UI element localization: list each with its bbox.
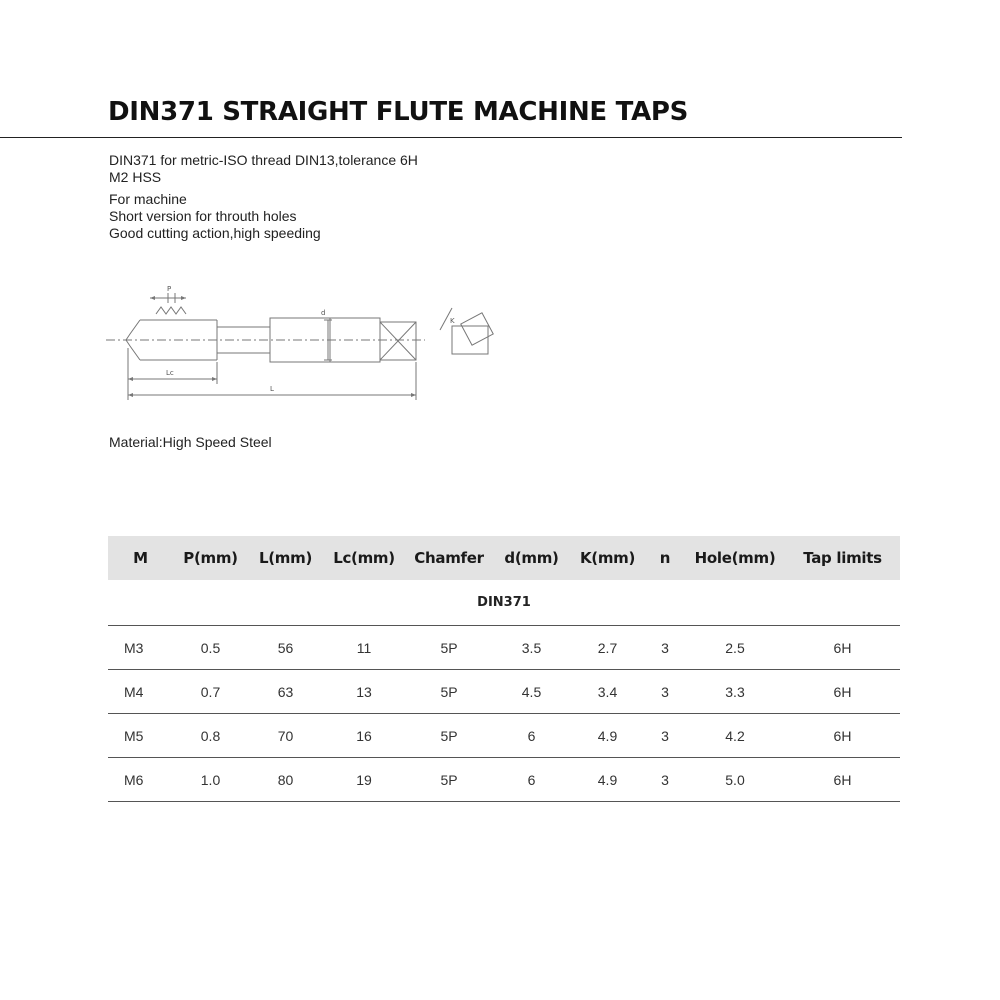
table-cell: 4.9 (570, 714, 645, 758)
table-cell: 3.5 (493, 626, 570, 670)
group-row (108, 580, 900, 626)
page-title: DIN371 STRAIGHT FLUTE MACHINE TAPS (108, 97, 689, 127)
description-line: M2 HSS (109, 169, 162, 185)
table-cell: 6H (785, 714, 900, 758)
table-cell: 6 (493, 758, 570, 802)
table-cell: 1.0 (173, 758, 248, 802)
description-line: Short version for throuth holes (109, 208, 297, 224)
table-cell: 6H (785, 758, 900, 802)
column-header: Hole(mm) (685, 536, 785, 580)
table-cell: 2.7 (570, 626, 645, 670)
spec-table (108, 536, 900, 802)
table-row (108, 626, 900, 670)
table-cell: 4.2 (685, 714, 785, 758)
table-cell: 19 (323, 758, 405, 802)
column-header: d(mm) (493, 536, 570, 580)
diameter-label: d (321, 309, 326, 317)
square-size-label: K (450, 317, 455, 325)
table-cell: 16 (323, 714, 405, 758)
column-header: L(mm) (248, 536, 323, 580)
table-cell: 5P (405, 714, 493, 758)
pitch-label: P (167, 285, 172, 293)
column-header: M (108, 536, 173, 580)
table-cell: 4.9 (570, 758, 645, 802)
table-cell: 80 (248, 758, 323, 802)
table-cell: 5P (405, 758, 493, 802)
table-cell: 6H (785, 670, 900, 714)
table-cell: 5P (405, 626, 493, 670)
table-cell: 5P (405, 670, 493, 714)
column-header: Lc(mm) (323, 536, 405, 580)
column-header: n (645, 536, 685, 580)
table-cell: 2.5 (685, 626, 785, 670)
table-cell: 0.5 (173, 626, 248, 670)
column-header: Chamfer (405, 536, 493, 580)
description-line: DIN371 for metric-ISO thread DIN13,tolerance 6H (109, 152, 418, 168)
table-cell: 11 (323, 626, 405, 670)
group-label: DIN371 (108, 580, 900, 626)
thread-length-label: Lc (166, 369, 174, 377)
table-cell: 3 (645, 626, 685, 670)
column-header: Tap limits (785, 536, 900, 580)
table-cell: M4 (108, 670, 173, 714)
title-divider (0, 137, 902, 138)
table-cell: 3.4 (570, 670, 645, 714)
table-cell: 3 (645, 714, 685, 758)
description-line: Good cutting action,high speeding (109, 225, 321, 241)
table-cell: M3 (108, 626, 173, 670)
table-cell: 4.5 (493, 670, 570, 714)
table-row (108, 758, 900, 802)
table-cell: 3.3 (685, 670, 785, 714)
table-cell: 5.0 (685, 758, 785, 802)
table-cell: 6 (493, 714, 570, 758)
tap-technical-drawing (100, 280, 520, 415)
description-line: For machine (109, 191, 187, 207)
table-cell: 6H (785, 626, 900, 670)
table-cell: 0.7 (173, 670, 248, 714)
table-cell: 63 (248, 670, 323, 714)
table-cell: M6 (108, 758, 173, 802)
column-header: P(mm) (173, 536, 248, 580)
material-note: Material:High Speed Steel (109, 434, 272, 450)
column-header: K(mm) (570, 536, 645, 580)
table-row (108, 670, 900, 714)
table-row (108, 714, 900, 758)
table-cell: 3 (645, 758, 685, 802)
table-cell: 3 (645, 670, 685, 714)
table-cell: 56 (248, 626, 323, 670)
table-cell: 70 (248, 714, 323, 758)
table-cell: 13 (323, 670, 405, 714)
table-cell: M5 (108, 714, 173, 758)
total-length-label: L (270, 385, 274, 393)
table-header-row (108, 536, 900, 580)
table-cell: 0.8 (173, 714, 248, 758)
